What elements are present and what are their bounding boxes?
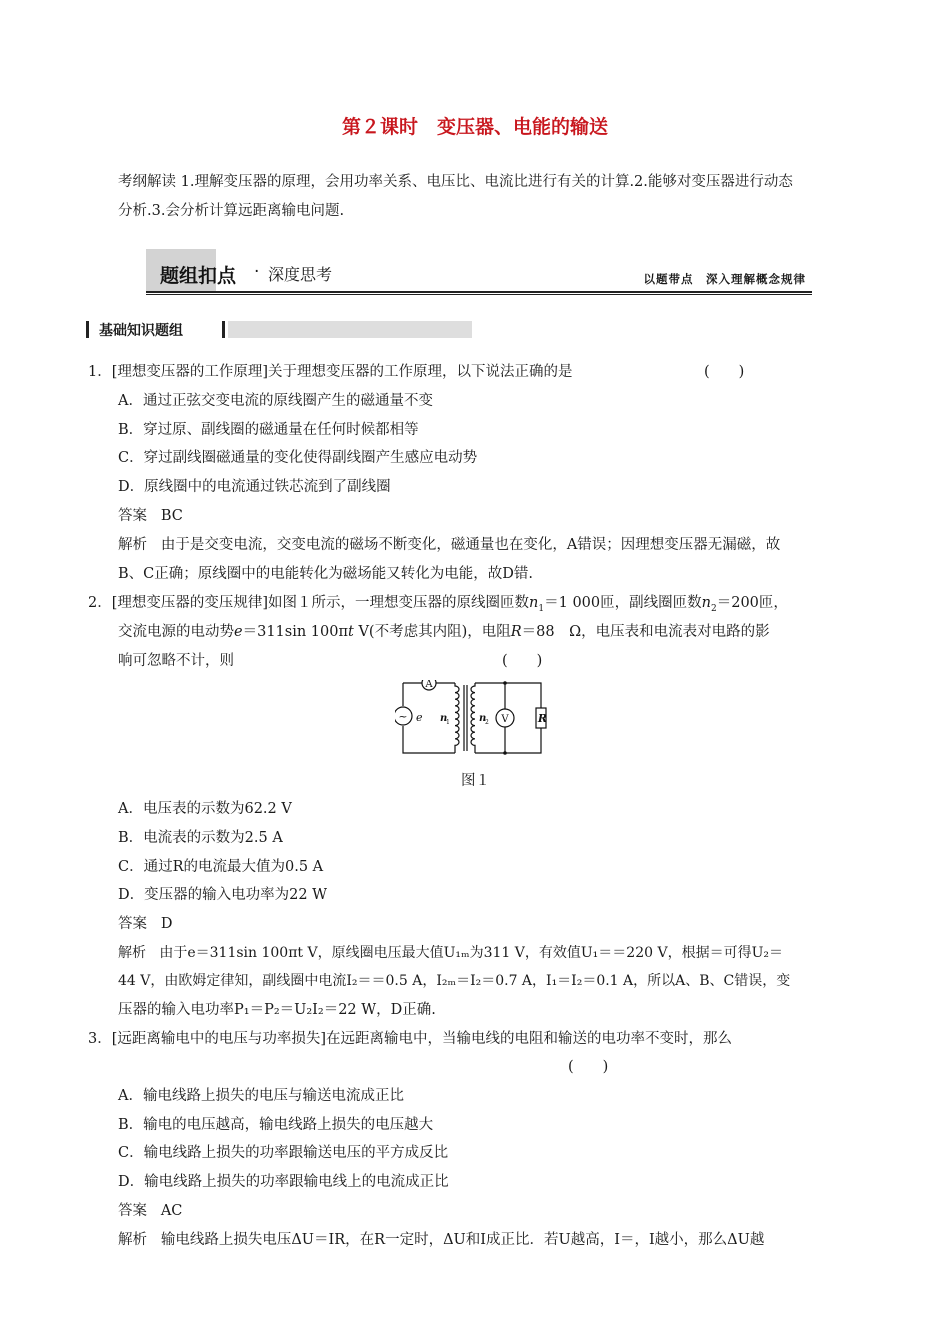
q2-n1-value: ＝1 000匝，副线圈匝数	[544, 595, 702, 611]
q3-analysis-1	[118, 1226, 764, 1255]
q1-option-a: A．通过正弦交变电流的原线圈产生的磁通量不变	[118, 393, 433, 409]
q1-bracket: ( )	[704, 364, 745, 380]
q2-emf-symbol: e	[234, 624, 243, 640]
q3-option-a: A．输电线路上损失的电压与输送电流成正比	[118, 1088, 404, 1104]
q1-option-b: B．穿过原、副线圈的磁通量在任何时候都相等	[118, 422, 419, 438]
page-title: 第２课时 变压器、电能的输送	[341, 116, 608, 138]
figure-caption: 图１	[461, 773, 490, 789]
junction-bottom	[503, 751, 507, 755]
q2-n2-value: ＝200匝，	[716, 595, 788, 611]
q2-n1-symbol: n	[529, 595, 539, 611]
q1-analysis-text-1: 由于是交变电流，交变电流的磁场不断变化，磁通量也在变化，A错误；因理想变压器无漏磁，故	[160, 537, 781, 553]
q2-answer-value: D	[160, 916, 173, 932]
emf-label: e	[416, 711, 423, 724]
q3-answer-value: AC	[160, 1203, 183, 1219]
q2-option-d: D．变压器的输入电功率为22 W	[118, 887, 328, 903]
q3-analysis-text-1: 输电线路上损失电压ΔU＝IR，在R一定时，ΔU和I成正比．若U越高，I＝，I越小，那么ΔU越	[160, 1232, 765, 1248]
banner-subtitle: 深度思考	[268, 265, 333, 284]
q1-analysis-1	[118, 531, 780, 560]
section-bar-right	[222, 321, 225, 338]
q3-analysis-label: 解析	[118, 1232, 147, 1248]
q1-option-c: C．穿过副线圈磁通量的变化使得副线圈产生感应电动势	[118, 450, 478, 466]
n1-label-subscript: 1	[446, 719, 450, 726]
q3-stem: 3．[远距离输电中的电压与功率损失]在远距离输电中，当输电线的电阻和输送的电功率不变时，那么	[88, 1031, 733, 1047]
section-fill	[228, 321, 472, 338]
q2-answer-label: 答案	[118, 916, 147, 932]
q3-option-b: B．输电的电压越高，输电线路上损失的电压越大	[118, 1117, 434, 1133]
q2-stem-text-2a: 交流电源的电动势	[118, 624, 234, 640]
q3-answer-label: 答案	[118, 1203, 147, 1219]
section-banner	[146, 249, 812, 297]
secondary-coil	[471, 683, 475, 753]
source-symbol: ~	[398, 710, 408, 723]
n1-label: n	[440, 713, 448, 724]
voltmeter-label: V	[501, 714, 509, 725]
q1-stem: 1．[理想变压器的工作原理]关于理想变压器的工作原理，以下说法正确的是	[88, 364, 573, 380]
banner-right-text: 以题带点 深入理解概念规律	[643, 272, 806, 286]
syllabus-line-1: 考纲解读 1.理解变压器的原理，会用功率关系、电压比、电流比进行有关的计算.2.能够对变压器进行动态	[118, 174, 793, 190]
q2-option-a: A．电压表的示数为62.2 V	[118, 801, 292, 817]
q2-n2-symbol: n	[701, 595, 711, 611]
q3-bracket: ( )	[568, 1059, 609, 1075]
q2-analysis-text-1: 由于e＝311sin 100πt V，原线圈电压最大值U₁ₘ为311 V，有效值U₁＝＝220 V，根据＝可得U₂＝	[159, 945, 783, 961]
primary-coil	[455, 683, 459, 753]
banner-title: 题组扣点	[160, 265, 237, 287]
q2-stem-text-1: 2．[理想变压器的变压规律]如图１所示，一理想变压器的原线圈匝数	[88, 595, 530, 611]
syllabus-line-2: 分析.3.会分析计算远距离输电问题.	[118, 203, 345, 219]
q2-resistor-symbol: R	[510, 624, 522, 640]
q1-option-d: D．原线圈中的电流通过铁芯流到了副线圈	[118, 479, 391, 495]
q2-analysis-2: 44 V，由欧姆定律知，副线圈中电流I₂＝＝0.5 A，I₂ₘ＝I₂＝0.7 A，I₁＝I₂＝0.1 A，所以A、B、C错误，变	[118, 973, 791, 989]
section-bar-left	[86, 321, 89, 338]
q3-answer	[118, 1197, 182, 1226]
q2-answer	[118, 910, 172, 939]
q3-option-c: C．输电线路上损失的功率跟输送电压的平方成反比	[118, 1145, 449, 1161]
q2-option-c: C．通过R的电流最大值为0.5 A	[118, 859, 324, 875]
q2-time-symbol: t	[348, 624, 354, 640]
section-title: 基础知识题组	[99, 323, 183, 339]
circuit-diagram	[395, 680, 547, 756]
resistor-label: R	[537, 712, 547, 725]
junction-top	[503, 681, 507, 685]
q2-stem-2	[118, 618, 770, 647]
n2-label-subscript: 2	[485, 719, 489, 726]
q1-answer-label: 答案	[118, 508, 147, 524]
transformer-core	[464, 685, 467, 751]
q2-stem-3: 响可忽略不计，则	[118, 653, 234, 669]
q2-analysis-label: 解析	[118, 945, 146, 961]
q2-analysis-1	[118, 939, 783, 968]
q1-analysis-2: B、C正确；原线圈中的电能转化为磁场能又转化为电能，故D错.	[118, 566, 533, 582]
q2-stem-text-2d: ＝88 Ω，电压表和电流表对电路的影	[521, 624, 770, 640]
q1-answer	[118, 502, 183, 531]
q2-stem-text-2b: ＝311sin 100π	[242, 624, 349, 640]
ammeter-label: A	[425, 680, 433, 690]
q2-option-b: B．电流表的示数为2.5 A	[118, 830, 283, 846]
q2-stem-text-2c: V(不考虑其内阻)，电阻	[353, 624, 511, 640]
q2-n2-subscript: 2	[710, 603, 717, 614]
banner-rule-thin	[146, 294, 812, 295]
q3-option-d: D．输电线路上损失的功率跟输电线上的电流成正比	[118, 1174, 449, 1190]
q1-answer-value: BC	[160, 508, 183, 524]
banner-separator: ·	[254, 262, 260, 282]
q1-analysis-label: 解析	[118, 537, 147, 553]
n2-label: n	[479, 713, 487, 724]
banner-rule	[146, 291, 812, 293]
q2-bracket: ( )	[502, 653, 543, 669]
q2-n1-subscript: 1	[538, 603, 545, 614]
q2-analysis-3: 压器的输入电功率P₁＝P₂＝U₂I₂＝22 W，D正确.	[118, 1002, 436, 1018]
